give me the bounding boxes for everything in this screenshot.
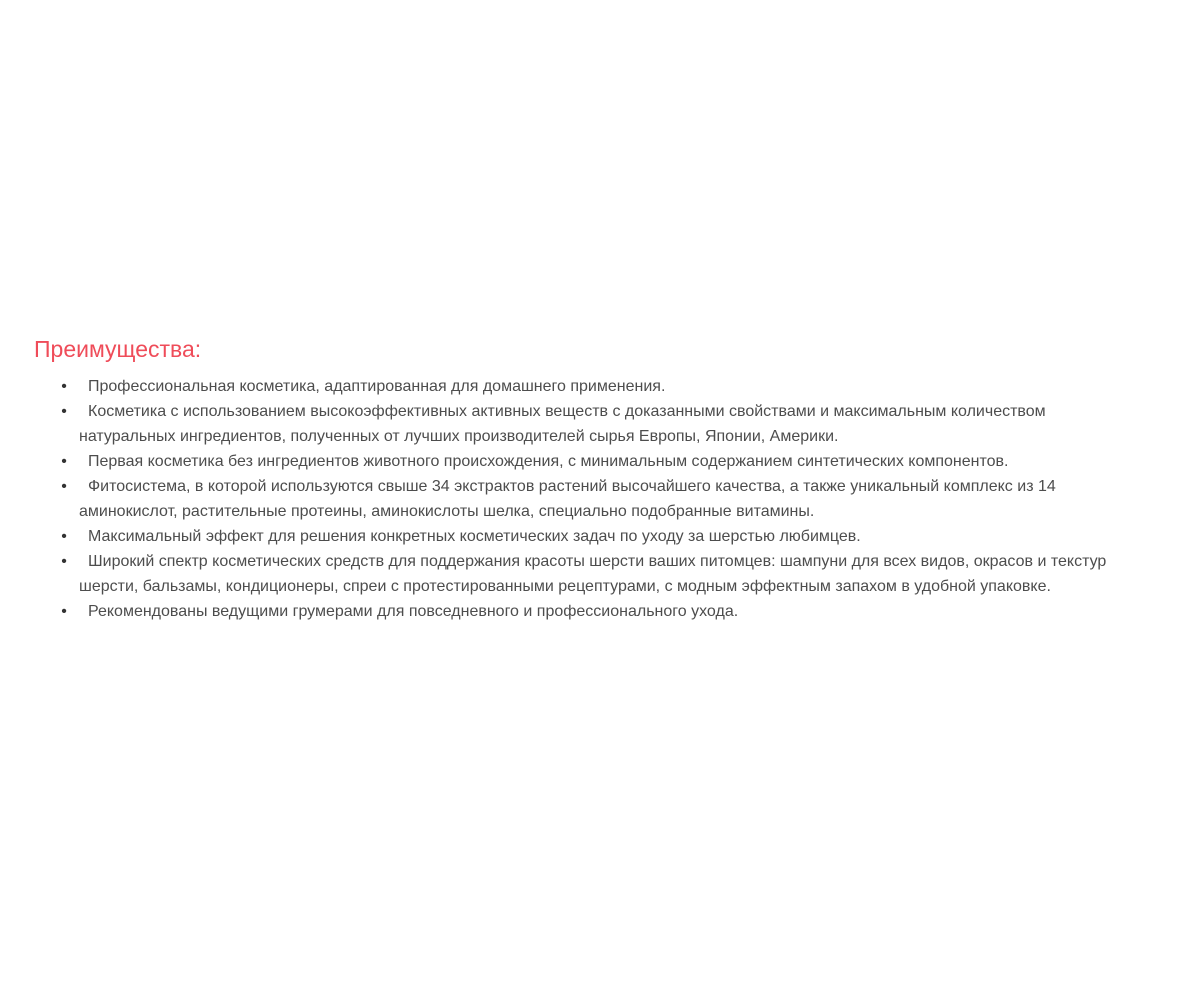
list-item-text: Фитосистема, в которой используются свыше 34 экстрактов растений высочайшего качества, а также уникальный комплекс из 14 аминокислот, растительные протеины, аминокислоты шелка, специально подобранные витамины. [79, 478, 1056, 520]
list-item [34, 449, 1144, 474]
bullet-icon: • [61, 478, 67, 495]
bullet-icon: • [61, 553, 67, 570]
list-item-text: Максимальный эффект для решения конкретных косметических задач по уходу за шерстью любимцев. [88, 528, 861, 545]
list-item [34, 549, 1144, 599]
list-item-text: Профессиональная косметика, адаптированная для домашнего применения. [88, 378, 666, 395]
list-item [34, 474, 1144, 524]
bullet-icon: • [61, 603, 67, 620]
list-item [34, 374, 1144, 399]
benefits-heading: Преимущества: [34, 336, 202, 362]
bullet-icon: • [61, 403, 67, 420]
bullet-icon: • [61, 453, 67, 470]
bullet-icon: • [61, 528, 67, 545]
benefits-section [34, 334, 1144, 624]
list-item [34, 399, 1144, 449]
list-item-text: Косметика с использованием высокоэффективных активных веществ с доказанными свойствами и максимальным количеством натуральных ингредиентов, полученных от лучших производителей сырья Европы, Японии, Америки. [79, 403, 1046, 445]
list-item-text: Широкий спектр косметических средств для поддержания красоты шерсти ваших питомцев: шампуни для всех видов, окрасов и текстур шерсти, бальзамы, кондиционеры, спреи с протестированными рецептурами, с модным эффектным запахом в удобной упаковке. [79, 553, 1107, 595]
list-item-text: Первая косметика без ингредиентов животного происхождения, с минимальным содержанием синтетических компонентов. [88, 453, 1009, 470]
list-item-text: Рекомендованы ведущими грумерами для повседневного и профессионального ухода. [88, 603, 739, 620]
bullet-icon: • [61, 378, 67, 395]
benefits-list [34, 374, 1144, 624]
list-item [34, 599, 1144, 624]
list-item [34, 524, 1144, 549]
